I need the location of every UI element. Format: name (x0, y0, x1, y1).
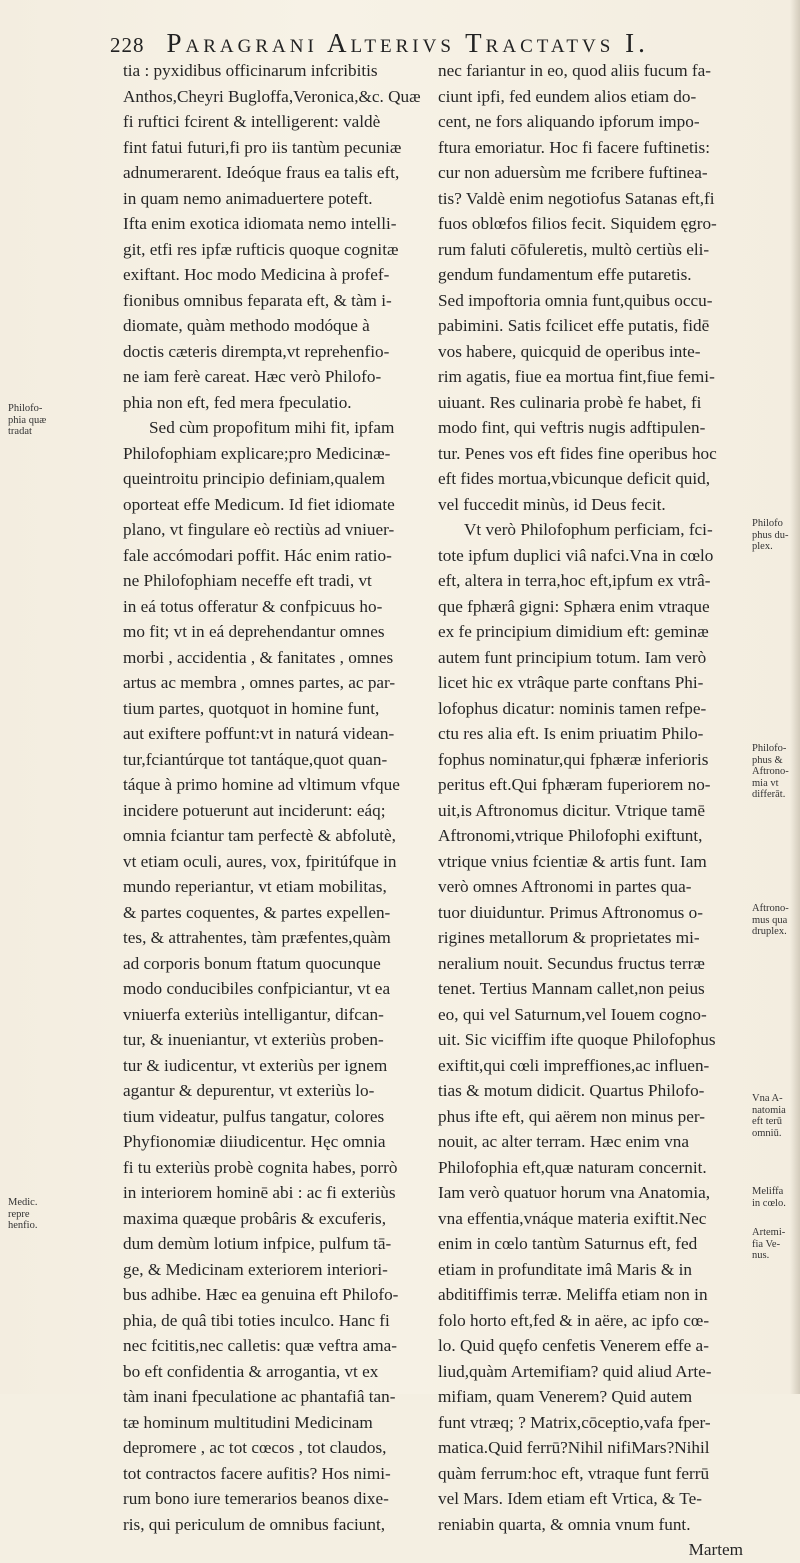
text-line: gendum fundamentum effe putaretis. (438, 265, 692, 284)
margin-note-line: Aftrono- (752, 766, 789, 777)
margin-note-line: Meliffa (752, 1186, 784, 1197)
text-line: matica.Quid ferrū?Nihil nifiMars?Nihil (438, 1438, 710, 1457)
text-line: dum demùm lotium infpice, pulfum tā- (123, 1234, 392, 1253)
text-line: verò omnes Aftronomi in partes qua- (438, 877, 692, 896)
text-line: phus ifte eft, qui aërem non minus per- (438, 1106, 705, 1126)
right-text-column (438, 58, 743, 1563)
margin-note-line: Philofo (752, 518, 783, 529)
catchword: Martem (688, 1540, 743, 1559)
text-line: vna effentia,vnáque materia exiftit.Nec (438, 1208, 707, 1228)
margin-note-line: Philofo- (752, 743, 787, 754)
text-line: reniabin quarta, & omnia vnum funt. (438, 1514, 691, 1534)
margin-note-line: mus qua (752, 914, 788, 926)
text-line: ge, & Medicinam exteriorem interiori- (123, 1259, 388, 1279)
margin-note (752, 518, 788, 553)
text-line: diomate, quàm methodo modóque à (123, 316, 370, 335)
margin-note-line: differāt. (752, 789, 786, 800)
margin-note-line: druplex. (752, 926, 787, 937)
margin-note-line: in cœlo. (752, 1197, 786, 1209)
text-line: mo fit; vt in eá deprehendantur omnes (123, 622, 385, 641)
text-line: rigines metallorum & proprietates mi- (438, 928, 700, 947)
text-line: vos habere, quicquid de operibus inte- (438, 341, 701, 361)
margin-note (752, 743, 789, 801)
margin-note-line: Vna A- (752, 1093, 783, 1104)
text-line: vtrique vnius fcientiæ & artis funt. Iam (438, 851, 707, 871)
text-line: Philofophiam explicare;pro Medicinæ- (123, 443, 391, 463)
text-line: exiftit,qui cœli impreffiones,ac influen- (438, 1055, 710, 1075)
margin-note-line: phus & (752, 754, 783, 766)
text-line: tæ hominum multitudini Medicinam (123, 1412, 373, 1432)
text-line: neralium nouit. Secundus fructus terræ (438, 953, 705, 973)
text-line: vel Mars. Idem etiam eft Vrtica, & Te- (438, 1489, 702, 1508)
margin-note (752, 1186, 786, 1209)
text-line: cur non aduersùm me fcribere fuftinea- (438, 163, 708, 182)
text-line: nec fcititis,nec calletis: quæ veftra ama- (123, 1336, 397, 1355)
text-line: & partes coquentes, & partes expellen- (123, 902, 391, 922)
margin-note-line: fia Ve- (752, 1238, 781, 1250)
text-line: tot contractos facere aufitis? Hos nimi- (123, 1463, 391, 1483)
text-line: tàm inani fpeculatione ac phantafiâ tan- (123, 1387, 396, 1406)
running-title: Paragrani Alterivs Tractatvs I. (166, 28, 649, 58)
text-line: tium partes, quotquot in homine funt, (123, 698, 380, 718)
text-line: git, etfi res ipfæ rufticis quoque cognitæ (123, 239, 399, 259)
text-line: eo, qui vel Saturnum,vel Iouem cogno- (438, 1004, 707, 1024)
text-line: ex fe principium dimidium eft: geminæ (438, 622, 709, 641)
text-line: rum bono iure temerarios beanos dixe- (123, 1489, 389, 1508)
text-line: fi ruftici fcirent & intelligerent: valdè (123, 112, 381, 131)
margin-note-line: phus du- (752, 529, 789, 541)
text-line: Aftronomi,vtrique Philofophi exiftunt, (438, 826, 703, 845)
text-line: Iam verò quatuor horum vna Anatomia, (438, 1183, 711, 1202)
text-line: táque à primo homine ad vltimum vfque (123, 775, 400, 794)
margin-note (752, 1093, 786, 1139)
text-line: autem funt principium totum. Iam verò (438, 647, 707, 667)
text-line: tias & motum didicit. Quartus Philofo- (438, 1081, 705, 1100)
text-line: folo horto eft,fed & in aëre, ac ipfo cœ- (438, 1310, 710, 1330)
text-line: uit. Sic viciffim ifte quoque Philofophus (438, 1030, 716, 1049)
text-line: rum faluti cōfuleretis, multò certiùs eli- (438, 239, 710, 259)
text-line: Sed impoftoria omnia funt,quibus occu- (438, 290, 713, 310)
margin-note-line: nus. (752, 1250, 770, 1261)
margin-note-line: eft terū (752, 1116, 783, 1127)
text-line: licet hic ex vtrâque parte conftans Phi- (438, 673, 704, 692)
text-line: tes, & attrahentes, tàm præfentes,quàm (123, 928, 391, 947)
text-line: ne iam ferè careat. Hæc verò Philofo- (123, 367, 382, 386)
text-line: omnia fciantur tam perfectè & abfolutè, (123, 826, 396, 845)
text-line: mundo reperiantur, vt etiam mobilitas, (123, 877, 387, 896)
text-line: ris, qui periculum de omnibus faciunt, (123, 1514, 386, 1534)
text-line: mifiam, quam Venerem? Quid autem (438, 1387, 693, 1406)
text-line: morbi , accidentia , & fanitates , omnes (123, 647, 394, 667)
text-line: depromere , ac tot cœcos , tot claudos, (123, 1438, 387, 1457)
text-line: vel fuccedit minùs, id Deus fecit. (438, 494, 666, 514)
text-line: aut exiftere poffunt:vt in naturá videan- (123, 724, 395, 743)
text-line: nouit, ac alter terram. Hæc enim vna (438, 1132, 690, 1151)
margin-note-line: Medic. (8, 1197, 38, 1208)
text-line: enim in cœlo tantùm Saturnus eft, fed (438, 1234, 698, 1253)
text-line: tia : pyxidibus officinarum infcribitis (123, 61, 378, 80)
text-line: quàm ferrum:hoc eft, vtraque funt ferrū (438, 1463, 710, 1483)
text-line: Philofophia eft,quæ naturam concernit. (438, 1157, 707, 1177)
text-line: maxima quæque probâris & excuferis, (123, 1208, 386, 1228)
text-line: cent, ne fors aliquando ipforum impo- (438, 112, 700, 131)
text-line: tur & iudicentur, vt exteriùs per ignem (123, 1055, 388, 1075)
text-line: peritus eft.Qui fphæram fuperiorem no- (438, 775, 711, 794)
text-line: tur. Penes vos eft fides fine operibus hoc (438, 443, 717, 463)
text-line: plano, vt fingulare eò rectiùs ad vniuer- (123, 520, 395, 539)
text-line: uit,is Aftronomus dicitur. Vtrique tamē (438, 800, 706, 820)
margin-note-line: mia vt (752, 777, 779, 789)
text-line: fi tu exteriùs probè cognita habes, porrò (123, 1157, 398, 1177)
text-line: ciunt ipfi, fed eundem alios etiam do- (438, 86, 697, 106)
text-line: queintroitu principio definiam,qualem (123, 469, 386, 488)
text-line: rim agatis, fiue ea mortua fint,fiue femi- (438, 367, 715, 386)
text-line: fale accómodari poffit. Hác enim ratio- (123, 545, 392, 565)
text-line: fint fatui futuri,fi pro iis tantùm pecuniæ (123, 137, 402, 157)
margin-note-line: repre (8, 1208, 30, 1220)
text-line: liud,quàm Artemifiam? quid aliud Arte- (438, 1361, 712, 1381)
text-line: ad corporis bonum ftatum quocunque (123, 953, 381, 973)
text-line: in interiorem hominē abi : ac fi exteriùs (123, 1183, 396, 1202)
text-line: modo conducibiles confpiciantur, vt ea (123, 979, 391, 998)
text-line: tium videatur, pulfus tangatur, colores (123, 1106, 385, 1126)
margin-note (752, 1227, 785, 1262)
text-line: ctu res alia eft. Is enim priuatim Philo- (438, 724, 704, 743)
text-line: tur,fciantúrque tot tantáque,quot quan- (123, 749, 388, 769)
margin-note (752, 903, 789, 938)
margin-note-line: Aftrono- (752, 903, 789, 914)
text-line: fionibus omnibus feparata eft, & tàm i- (123, 290, 392, 310)
text-line: lo. Quid quęfo cenfetis Venerem effe a- (438, 1336, 709, 1355)
text-line: adnumerarent. Ideóque fraus ea talis eft, (123, 163, 400, 182)
text-line: tur, & inueniantur, vt exteriùs proben- (123, 1030, 384, 1049)
text-line: eft, altera in terra,hoc eft,ipfum ex vtrâ- (438, 571, 711, 590)
text-line: phia non eft, fed mera fpeculatio. (123, 392, 352, 412)
margin-note-line: Philofo- (8, 403, 43, 414)
text-line: Vt verò Philofophum perficiam, fci- (464, 520, 713, 539)
margin-note-line: phia quæ (8, 414, 47, 426)
text-line: modo fint, qui veftris nugis adftipulen- (438, 418, 706, 437)
text-line: bo eft confidentia & arrogantia, vt ex (123, 1361, 379, 1381)
margin-note-line: tradat (8, 426, 32, 437)
text-line: Ifta enim exotica idiomata nemo intelli- (123, 214, 397, 233)
text-line: uiuant. Res culinaria probè fe habet, fi (438, 392, 702, 412)
margin-note-line: henfio. (8, 1220, 38, 1231)
text-line: agantur & depurentur, vt exteriùs lo- (123, 1081, 375, 1100)
text-line: oporteat effe Medicum. Id fiet idiomate (123, 494, 395, 514)
margin-note-line: natomia (752, 1104, 786, 1116)
margin-note-line: omniū. (752, 1127, 782, 1139)
text-line: etiam in profunditate imâ Maris & in (438, 1259, 692, 1279)
text-line: Phyfionomiæ diiudicentur. Hęc omnia (123, 1132, 386, 1151)
text-line: ne Philofophiam neceffe eft tradi, vt (123, 571, 372, 590)
text-line: exiftant. Hoc modo Medicina à profef- (123, 265, 390, 284)
text-line: abditiffimis terræ. Meliffa etiam non in (438, 1285, 708, 1304)
text-line: in eá totus offeratur & confpicuus ho- (123, 596, 383, 616)
page-header (110, 28, 760, 59)
left-text-column (123, 58, 425, 1537)
text-line: tis? Valdè enim negotiofus Satanas eft,fi (438, 188, 715, 208)
text-line: vt etiam oculi, aures, vox, fpiritúfque in (123, 851, 397, 871)
text-line: in quam nemo animaduertere poteft. (123, 188, 373, 208)
text-line: que fphærâ gigni: Sphæra enim vtraque (438, 596, 710, 616)
text-line: tuor diuiduntur. Primus Aftronomus o- (438, 902, 703, 922)
text-line: nec fariantur in eo, quod aliis fucum fa- (438, 61, 711, 80)
page-number: 228 (110, 33, 145, 57)
text-line: doctis cæteris dirempta,vt reprehenfio- (123, 341, 390, 361)
text-line: bus adhibe. Hæc ea genuina eft Philofo- (123, 1285, 399, 1304)
margin-note-line: plex. (752, 541, 773, 552)
text-line: tenet. Tertius Mannam callet,non peius (438, 979, 705, 998)
margin-note-line: Artemi- (752, 1227, 786, 1238)
text-line: lofophus dicatur: nominis tamen refpe- (438, 698, 707, 718)
text-line: vniuerfa exteriùs intelligantur, difcan- (123, 1004, 384, 1024)
text-line: eft fides mortua,vbicunque deficit quid, (438, 469, 711, 488)
text-line: phia, de quâ tibi toties inculco. Hanc fi (123, 1310, 390, 1330)
text-line: tote ipfum duplici viâ nafci.Vna in cœlo (438, 545, 714, 565)
margin-note (8, 403, 46, 438)
text-line: fophus nominatur,qui fphæræ inferioris (438, 749, 709, 769)
text-line: incidere potuerunt aut inciderunt: eáq; (123, 800, 386, 820)
margin-note (8, 1197, 37, 1232)
text-line: Sed cùm propofitum mihi fit, ipfam (149, 418, 395, 437)
text-line: Anthos,Cheyri Bugloffa,Veronica,&c. Quæ (123, 86, 421, 106)
text-line: funt vtræq; ? Matrix,cōceptio,vafa fper- (438, 1412, 711, 1432)
text-line: pabimini. Satis fcilicet effe putatis, fidē (438, 316, 710, 335)
page-edge-shadow (790, 0, 800, 1394)
text-line: ftura emoriatur. Hoc fi facere fuftinetis: (438, 137, 711, 157)
text-line: fuos oblœfos filios fecit. Siquidem ęgro- (438, 214, 717, 233)
text-line: artus ac membra , omnes partes, ac par- (123, 673, 396, 692)
